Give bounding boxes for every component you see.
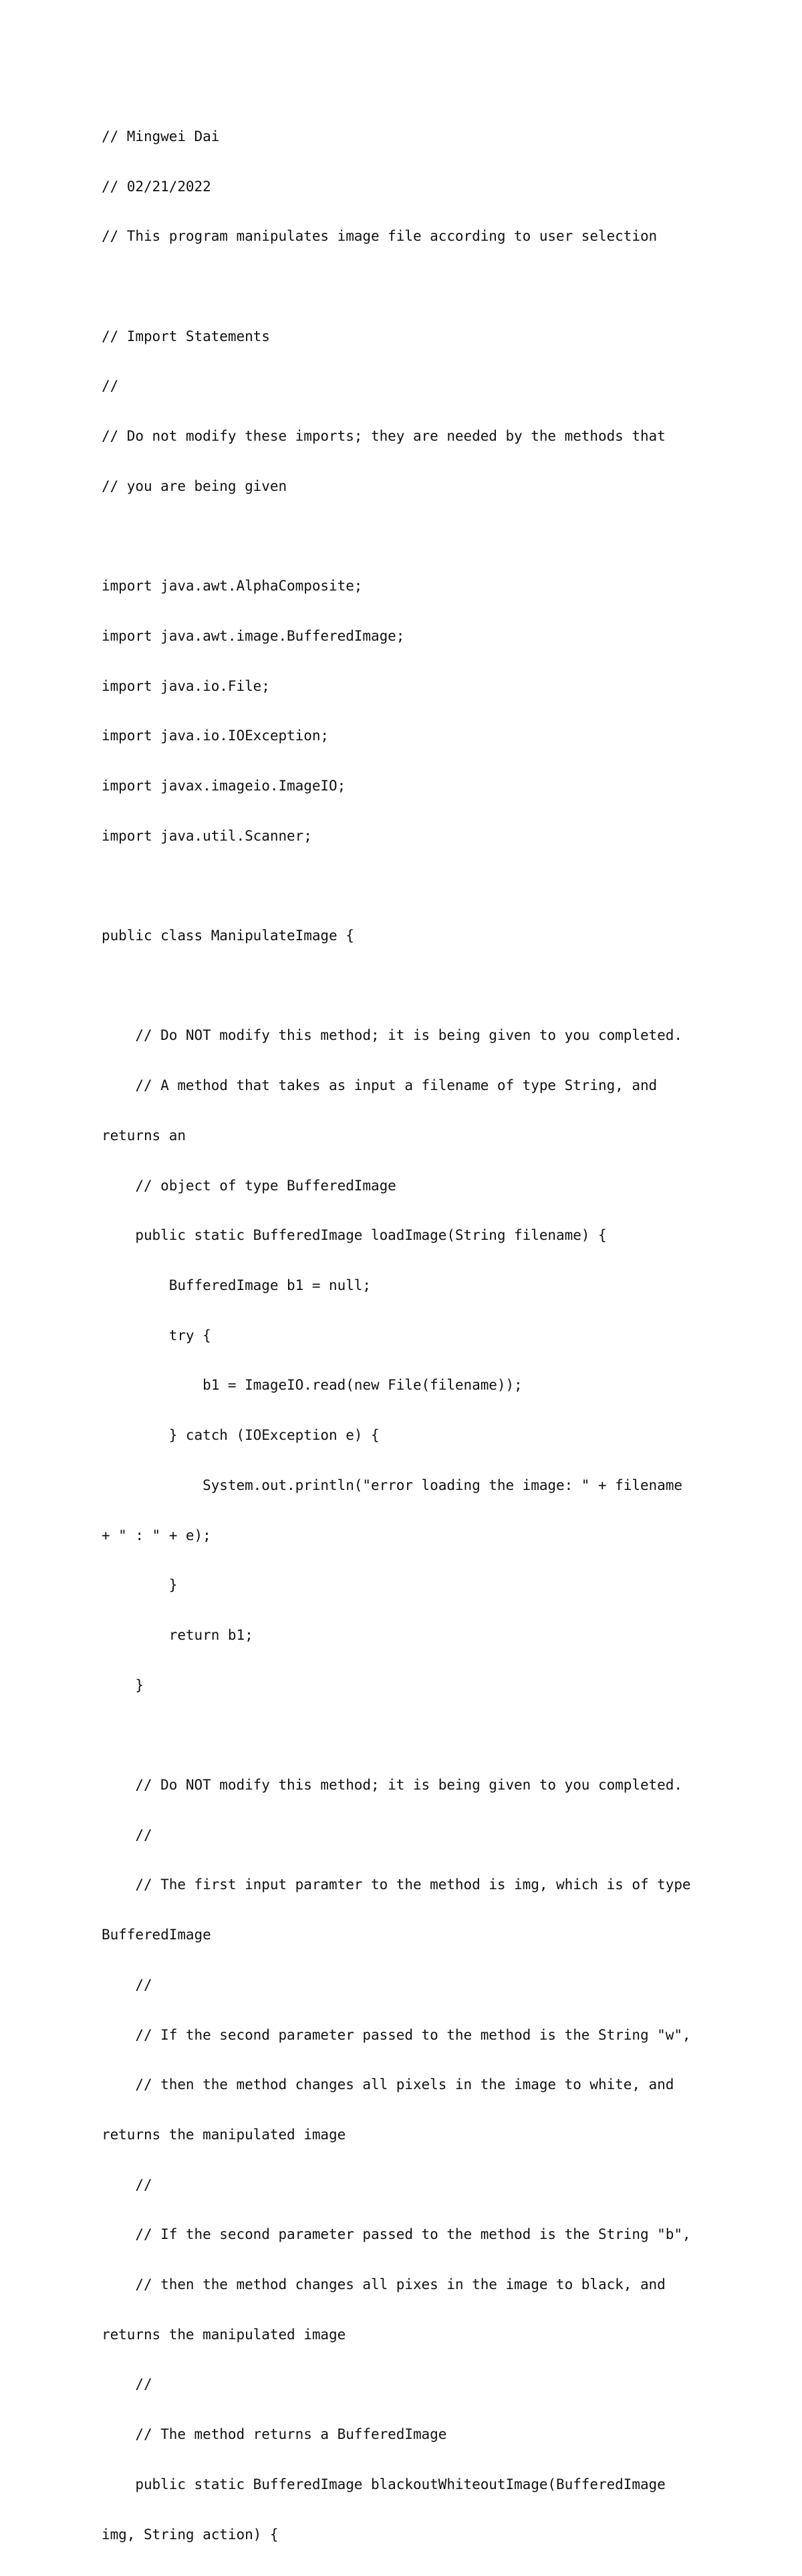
code-line: } catch (IOException e) { <box>102 1427 380 1444</box>
code-line: import java.awt.image.BufferedImage; <box>102 627 405 644</box>
code-line: return b1; <box>102 1626 253 1643</box>
code-line: // If the second parameter passed to the method is the String "b", <box>102 2226 691 2243</box>
code-line: // <box>102 2376 152 2393</box>
code-line: // you are being given <box>102 477 287 494</box>
code-line: // This program manipulates image file according to user selection <box>102 228 658 245</box>
code-line: // object of type BufferedImage <box>102 1177 396 1194</box>
code-line: img, String action) { <box>102 2526 279 2543</box>
code-line <box>102 877 770 894</box>
code-line: BufferedImage <box>102 1927 211 1943</box>
code-line: public static BufferedImage blackoutWhiteoutImage(BufferedImage <box>102 2476 666 2492</box>
code-line: // A method that takes as input a filename of type String, and <box>102 1077 658 1094</box>
code-line: // <box>102 378 119 395</box>
code-line: } <box>102 1677 144 1693</box>
code-line: // The method returns a BufferedImage <box>102 2426 447 2443</box>
code-line <box>102 278 770 295</box>
code-line: import java.util.Scanner; <box>102 827 312 844</box>
code-line: public class ManipulateImage { <box>102 928 354 944</box>
code-listing <box>102 95 770 2576</box>
code-line: // Import Statements <box>102 328 270 344</box>
code-line: returns an <box>102 1127 186 1144</box>
code-line: public static BufferedImage loadImage(String filename) { <box>102 1227 607 1244</box>
code-line: try { <box>102 1327 211 1344</box>
code-line: import java.io.IOException; <box>102 728 329 744</box>
code-line <box>102 978 770 994</box>
code-line: } <box>102 1577 178 1594</box>
code-line <box>102 528 770 544</box>
code-line: import java.awt.AlphaComposite; <box>102 578 363 595</box>
code-line: // 02/21/2022 <box>102 178 211 195</box>
code-line: BufferedImage b1 = null; <box>102 1277 371 1293</box>
code-line: returns the manipulated image <box>102 2126 346 2143</box>
code-line: // then the method changes all pixels in the image to white, and <box>102 2076 674 2093</box>
code-line: // Do NOT modify this method; it is being given to you completed. <box>102 1027 682 1044</box>
code-line: // The first input paramter to the method is img, which is of type <box>102 1876 691 1893</box>
code-line: import java.io.File; <box>102 677 270 694</box>
code-line: // <box>102 2176 152 2193</box>
code-line: // then the method changes all pixes in the image to black, and <box>102 2276 666 2293</box>
code-line: // If the second parameter passed to the method is the String "w", <box>102 2026 691 2043</box>
code-line: // Do not modify these imports; they are needed by the methods that <box>102 428 666 445</box>
code-line: + " : " + e); <box>102 1527 211 1543</box>
code-line: returns the manipulated image <box>102 2326 346 2343</box>
code-line: // Mingwei Dai <box>102 128 220 144</box>
code-line: System.out.println("error loading the image: " + filename <box>102 1477 682 1493</box>
code-line: b1 = ImageIO.read(new File(filename)); <box>102 1377 523 1394</box>
code-line: import javax.imageio.ImageIO; <box>102 777 346 794</box>
code-line: // <box>102 1976 152 1993</box>
code-line: // Do NOT modify this method; it is being given to you completed. <box>102 1777 682 1794</box>
code-line <box>102 1727 770 1743</box>
code-line: // <box>102 1826 152 1843</box>
